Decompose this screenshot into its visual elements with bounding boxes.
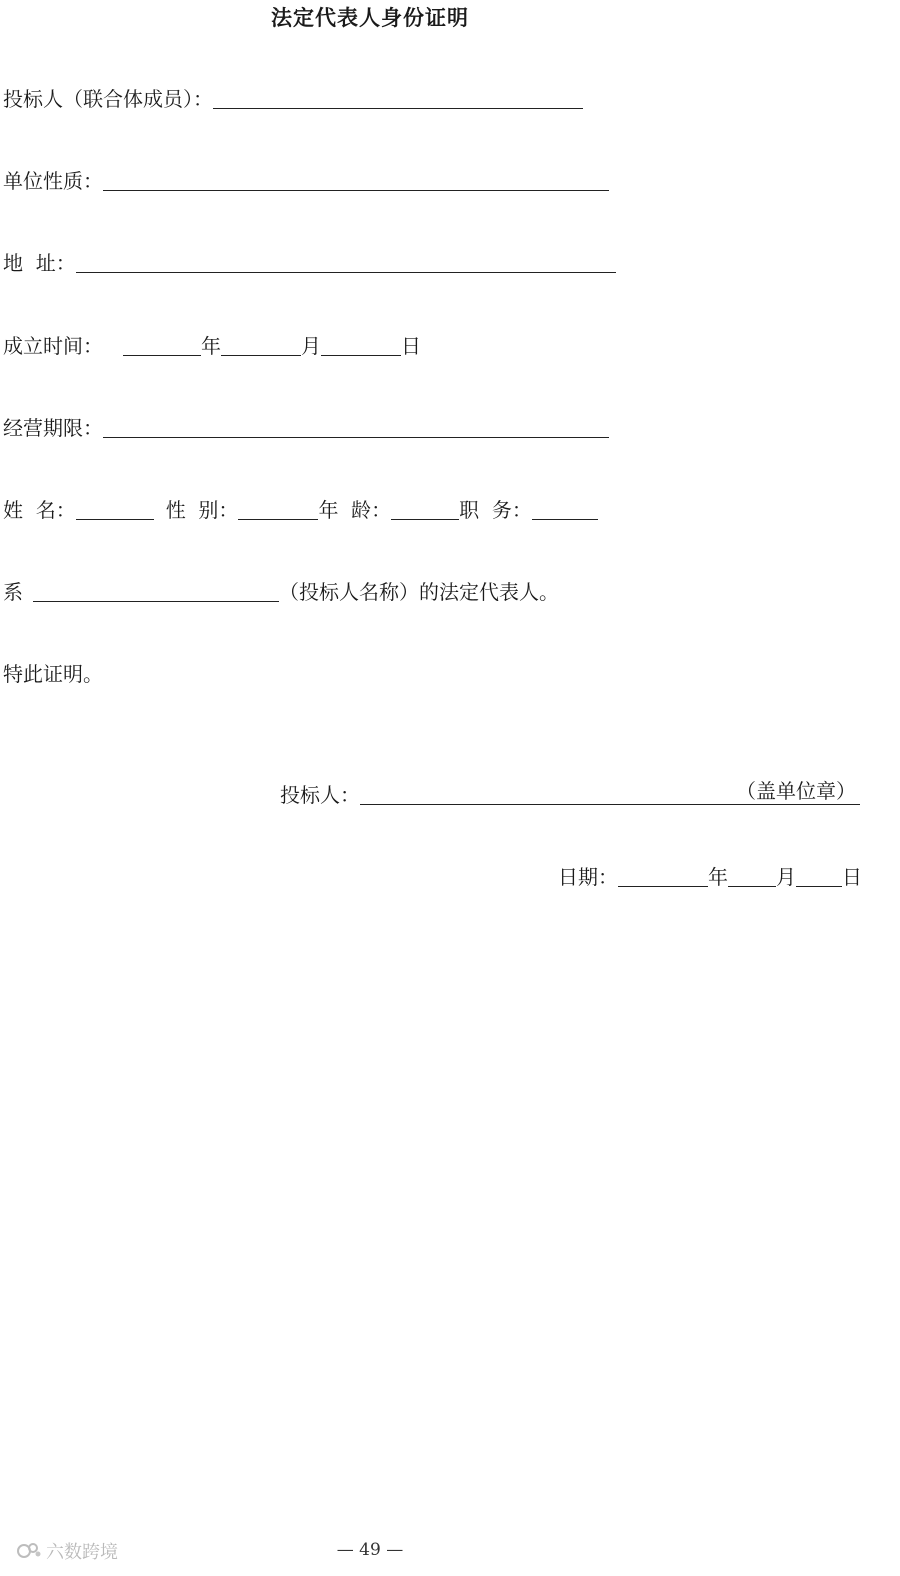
term-blank[interactable]	[103, 413, 609, 438]
watermark-logo-icon	[16, 1541, 42, 1561]
age-blank[interactable]	[391, 495, 459, 520]
bidder-label: 投标人（联合体成员）：	[3, 87, 213, 111]
founded-year-label: 年	[201, 334, 221, 358]
founded-label: 成立时间：	[3, 334, 103, 358]
date-month-blank[interactable]	[728, 862, 776, 887]
date-day-label: 日	[842, 865, 862, 889]
signature-bidder-label: 投标人：	[280, 783, 360, 807]
relation-suffix: （投标人名称）的法定代表人。	[279, 580, 559, 604]
address-row	[3, 246, 616, 276]
date-month-label: 月	[776, 865, 796, 889]
founded-day-blank[interactable]	[321, 331, 401, 356]
bidder-row	[3, 82, 583, 112]
date-label: 日期：	[558, 865, 618, 889]
unit-nature-row	[3, 164, 609, 194]
gender-blank[interactable]	[238, 495, 318, 520]
certify-text: 特此证明。	[3, 662, 103, 686]
founded-month-blank[interactable]	[221, 331, 301, 356]
watermark	[16, 1538, 118, 1564]
page-number: — 49 —	[336, 1540, 404, 1560]
bidder-name-blank[interactable]	[33, 577, 279, 602]
founded-day-label: 日	[401, 334, 421, 358]
founded-year-blank[interactable]	[123, 331, 201, 356]
gender-label: 性 别：	[165, 498, 239, 522]
position-label: 职 务：	[459, 498, 532, 522]
signature-blank[interactable]	[360, 780, 860, 805]
unit-nature-blank[interactable]	[103, 166, 609, 191]
signature-row	[280, 778, 860, 808]
seal-note: （盖单位章）	[736, 779, 856, 803]
address-blank[interactable]	[76, 248, 616, 273]
date-day-blank[interactable]	[796, 862, 842, 887]
certify-row	[3, 657, 103, 687]
age-label: 年 龄：	[318, 498, 392, 522]
relation-row	[3, 575, 559, 605]
document-title: 法定代表人身份证明	[271, 5, 469, 30]
personal-info-row	[3, 493, 598, 523]
name-label: 姓 名：	[3, 498, 76, 522]
founded-month-label: 月	[301, 334, 321, 358]
relation-prefix: 系	[3, 580, 23, 604]
term-label: 经营期限：	[3, 416, 103, 440]
date-year-label: 年	[708, 865, 728, 889]
bidder-blank[interactable]	[213, 84, 583, 109]
term-row	[3, 411, 609, 441]
date-row	[558, 860, 862, 890]
name-blank[interactable]	[76, 495, 154, 520]
watermark-text: 六数跨境	[46, 1542, 118, 1563]
address-label: 地 址：	[3, 251, 76, 275]
date-year-blank[interactable]	[618, 862, 708, 887]
position-blank[interactable]	[532, 495, 598, 520]
founded-row	[3, 329, 421, 359]
unit-nature-label: 单位性质：	[3, 169, 103, 193]
